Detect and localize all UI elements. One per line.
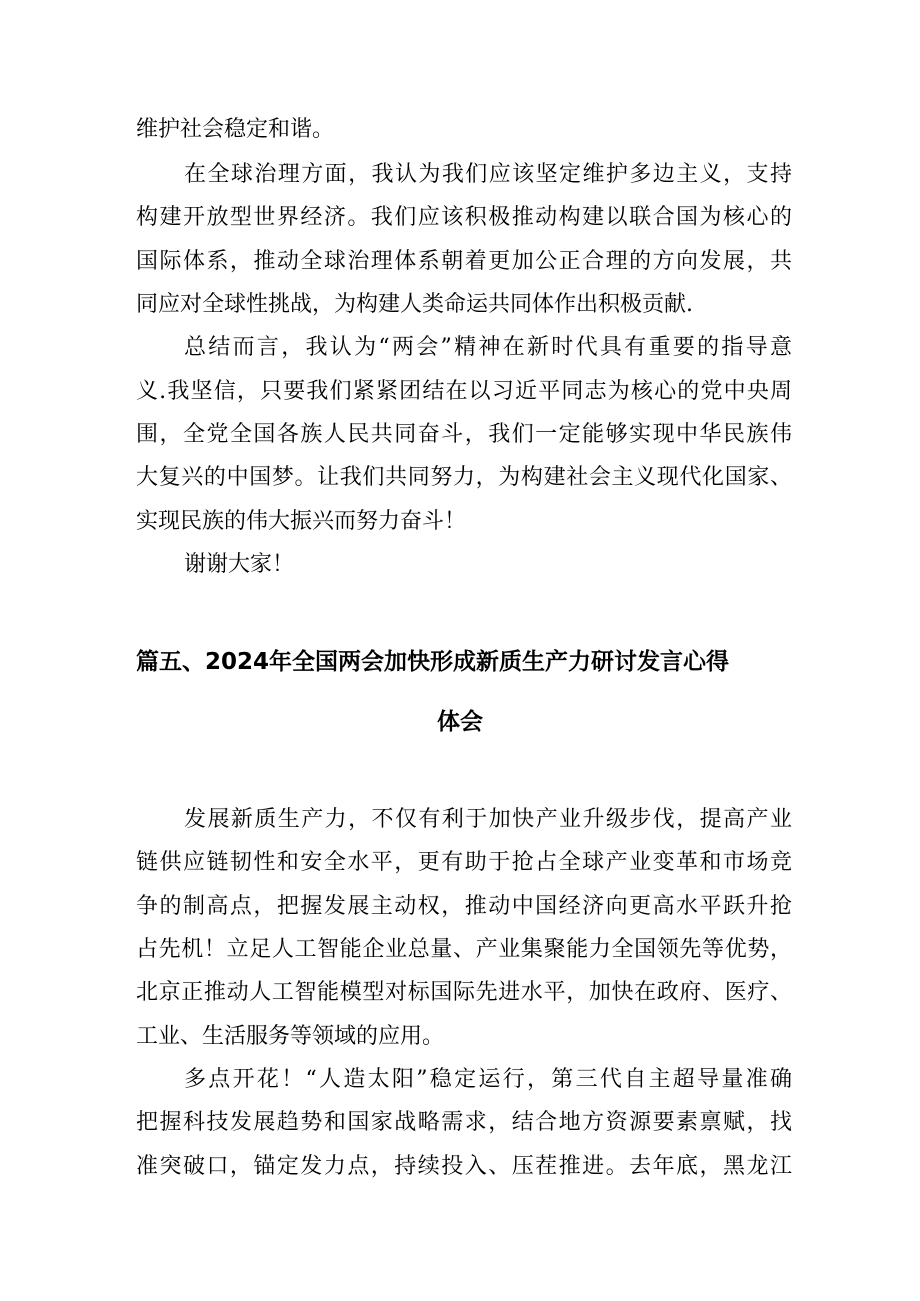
paragraph-line: 构建开放型世界经济。我们应该积极推动构建以联合国为核心的 xyxy=(136,205,792,230)
paragraph-line: 实现民族的伟大振兴而努力奋斗！ xyxy=(136,509,467,534)
paragraph-line: 维护社会稳定和谐。 xyxy=(136,117,335,142)
paragraph-line: 争的制高点，把握发展主动权，推动中国经济向更高水平跃升抢 xyxy=(136,894,792,919)
section-heading: 篇五、2024年全国两会加快形成新质生产力研讨发言心得 xyxy=(136,649,730,675)
paragraph-line: 发展新质生产力，不仅有利于加快产业升级步伐，提高产业 xyxy=(184,807,792,832)
paragraph-line: 谢谢大家！ xyxy=(184,552,295,577)
paragraph-line: 链供应链韧性和安全水平，更有助于抢占全球产业变革和市场竞 xyxy=(136,850,792,875)
paragraph-line: 把握科技发展趋势和国家战略需求，结合地方资源要素禀赋，找 xyxy=(136,1110,792,1135)
section-heading-continuation: 体会 xyxy=(437,709,483,735)
paragraph-line: 占先机！立足人工智能企业总量、产业集聚能力全国领先等优势， xyxy=(136,937,792,962)
paragraph-line: 国际体系，推动全球治理体系朝着更加公正合理的方向发展，共 xyxy=(136,249,792,274)
paragraph-line: 义.我坚信，只要我们紧紧团结在以习近平同志为核心的党中央周 xyxy=(136,379,792,404)
paragraph-line: 同应对全球性挑战，为构建人类命运共同体作出积极贡献. xyxy=(136,292,693,317)
paragraph-line: 北京正推动人工智能模型对标国际先进水平，加快在政府、医疗、 xyxy=(136,980,792,1005)
paragraph-line: 围，全党全国各族人民共同奋斗，我们一定能够实现中华民族伟 xyxy=(136,422,792,447)
paragraph-line: 在全球治理方面，我认为我们应该坚定维护多边主义，支持 xyxy=(184,162,792,187)
paragraph-line: 大复兴的中国梦。让我们共同努力，为构建社会主义现代化国家、 xyxy=(136,465,792,490)
paragraph-line: 多点开花！“人造太阳”稳定运行，第三代自主超导量准确 xyxy=(184,1067,792,1092)
paragraph-line: 工业、生活服务等领域的应用。 xyxy=(136,1024,445,1049)
paragraph-line: 总结而言，我认为“两会”精神在新时代具有重要的指导意 xyxy=(184,335,792,360)
paragraph-line: 准突破口，锚定发力点，持续投入、压茬推进。去年底，黑龙江 xyxy=(136,1154,792,1179)
